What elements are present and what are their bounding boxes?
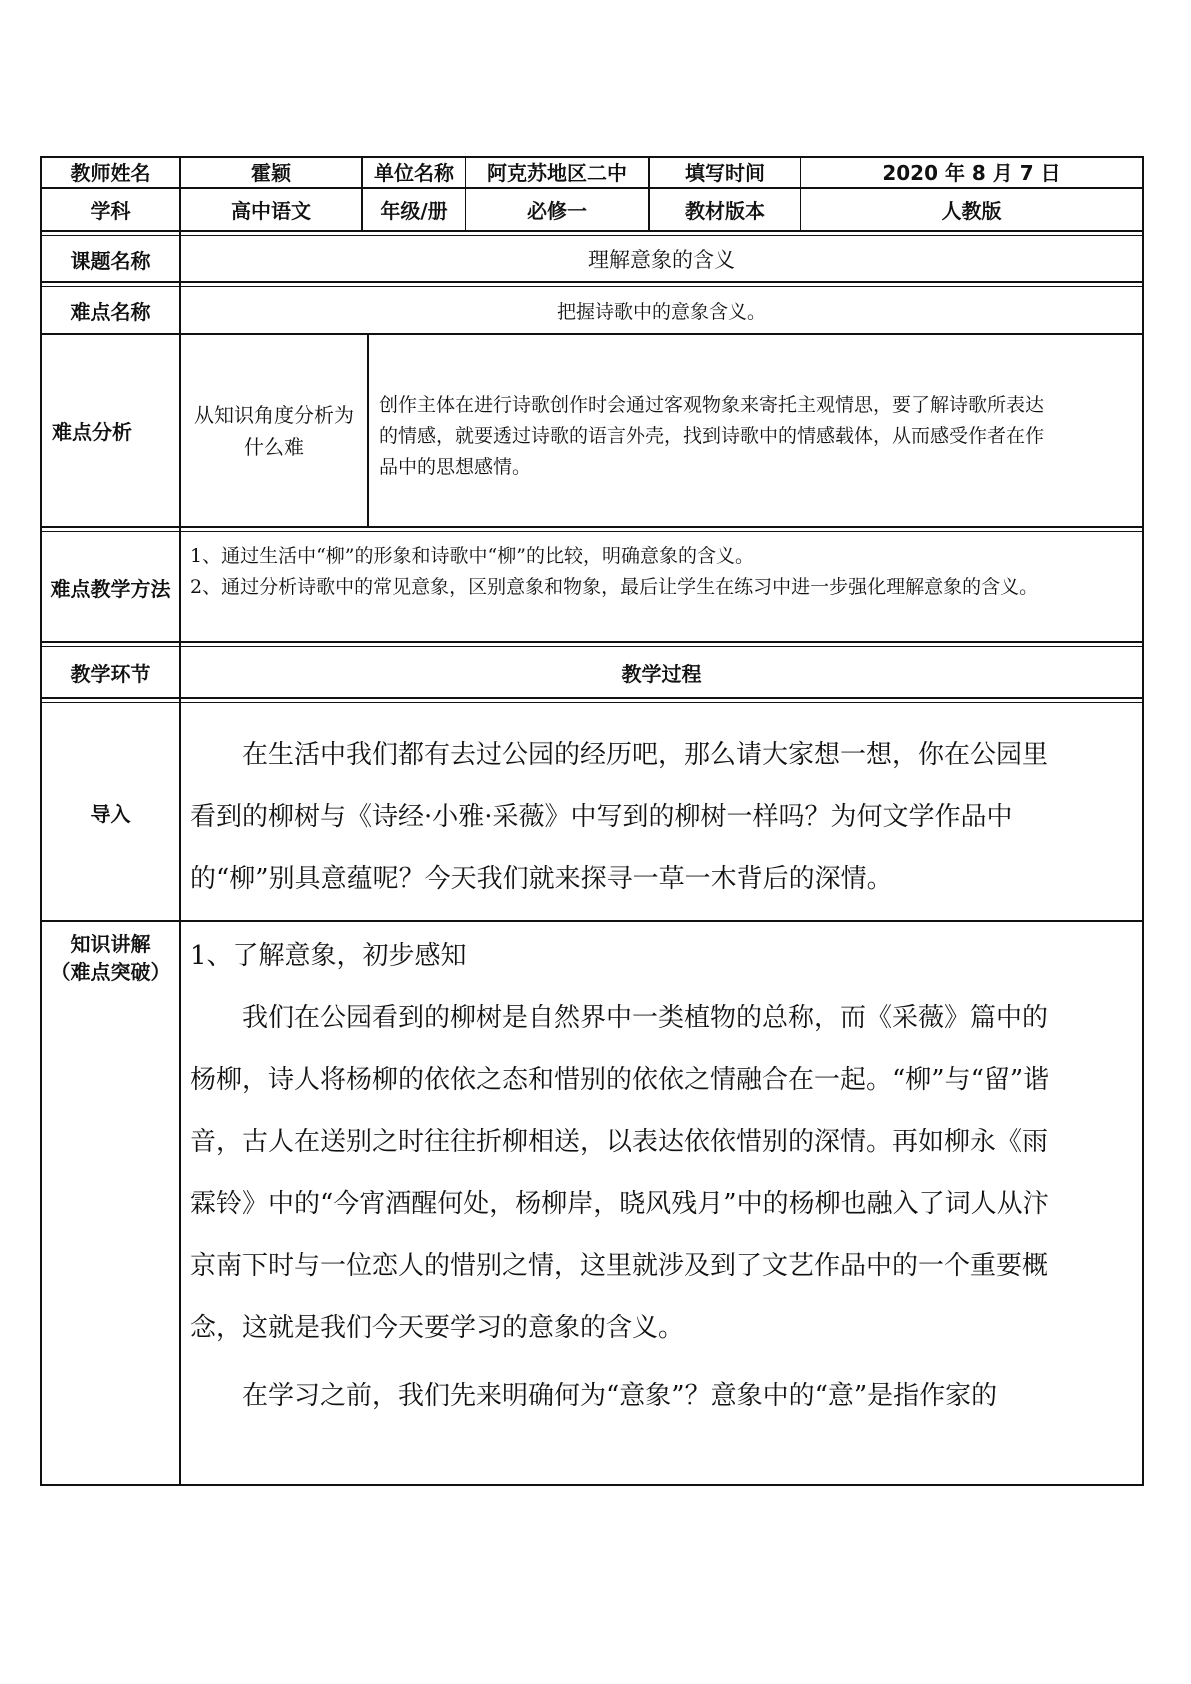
stage-label: 教学环节: [70, 662, 151, 686]
difficulty-label: 难点名称: [70, 300, 151, 324]
unit-name-value: 阿克苏地区二中: [487, 161, 627, 185]
knowledge-text: [190, 925, 1058, 1427]
row-divider: [40, 641, 1144, 643]
subject-label: 学科: [90, 199, 131, 223]
topic-value: 理解意象的含义: [588, 248, 735, 272]
intro-text: 在生活中我们都有去过公园的经历吧，那么请大家想一想，你在公园里看到的柳树与《诗经·小雅·采薇》中写到的柳树一样吗？为何文学作品中的“柳”别具意蕴呢？今天我们就来探寻一草一木背后的深情。: [190, 740, 1049, 894]
fill-time-label: 填写时间: [685, 161, 765, 185]
analysis-sub-label: 从知识角度分析为什么难: [194, 402, 354, 459]
method-list: [190, 541, 1060, 603]
knowledge-label: [42, 922, 179, 992]
knowledge-label-line2: （难点突破）: [50, 960, 171, 984]
knowledge-paragraph: 我们在公园看到的柳树是自然界中一类植物的总称，而《采薇》篇中的杨柳，诗人将杨柳的依依之态和惜别的依依之情融合在一起。“柳”与“留”谐音，古人在送别之时往往折柳相送，以表达依依惜别的深情。再如柳永《雨霖铃》中的“今宵酒醒何处，杨柳岸，晓风残月”中的杨柳也融入了词人从汴京南下时与一位恋人的惜别之情，这里就涉及到了文艺作品中的一个重要概念，这就是我们今天要学习的意象的含义。: [190, 1003, 1050, 1343]
analysis-label: 难点分析: [52, 420, 132, 444]
topic-label: 课题名称: [70, 248, 151, 273]
edition-label: 教材版本: [685, 199, 765, 223]
fill-time-value: 2020 年 8 月 7 日: [882, 161, 1061, 185]
row-divider: [40, 697, 1144, 699]
row-divider: [40, 526, 1144, 528]
row-divider: [40, 646, 1144, 647]
method-label: 难点教学方法: [50, 576, 171, 601]
subject-value: 高中语文: [231, 199, 311, 223]
row-divider: [40, 230, 1144, 232]
grade-value: 必修一: [527, 199, 587, 223]
row-divider: [40, 531, 1144, 532]
row-divider: [40, 702, 1144, 703]
knowledge-heading: 1、了解意象，初步感知: [190, 941, 467, 971]
analysis-text: 创作主体在进行诗歌创作时会通过客观物象来寄托主观情思，要了解诗歌所表达的情感，就要透过诗歌的语言外壳，找到诗歌中的情感载体，从而感受作者在作品中的思想感情。: [379, 394, 1045, 478]
column-divider: [367, 333, 369, 527]
method-item: 2、通过分析诗歌中的常见意象，区别意象和物象，最后让学生在练习中进一步强化理解意象的含义。: [190, 576, 1039, 598]
edition-value: 人教版: [941, 199, 1002, 223]
knowledge-label-line1: 知识讲解: [70, 932, 151, 956]
column-divider: [179, 156, 181, 1486]
method-item: 1、通过生活中“柳”的形象和诗歌中“柳”的比较，明确意象的含义。: [190, 545, 754, 567]
grade-label: 年级/册: [380, 199, 448, 223]
intro-label: 导入: [90, 801, 131, 826]
row-divider: [40, 281, 1144, 283]
row-divider: [40, 286, 1144, 287]
row-divider: [40, 920, 1144, 922]
difficulty-value: 把握诗歌中的意象含义。: [556, 301, 766, 323]
teacher-name-label: 教师姓名: [70, 161, 151, 185]
unit-name-label: 单位名称: [374, 161, 454, 185]
process-label: 教学过程: [621, 662, 702, 686]
teacher-name-value: 霍颖: [251, 161, 291, 185]
knowledge-paragraph: 在学习之前，我们先来明确何为“意象”？意象中的“意”是指作家的: [242, 1381, 998, 1411]
row-divider: [40, 235, 1144, 236]
